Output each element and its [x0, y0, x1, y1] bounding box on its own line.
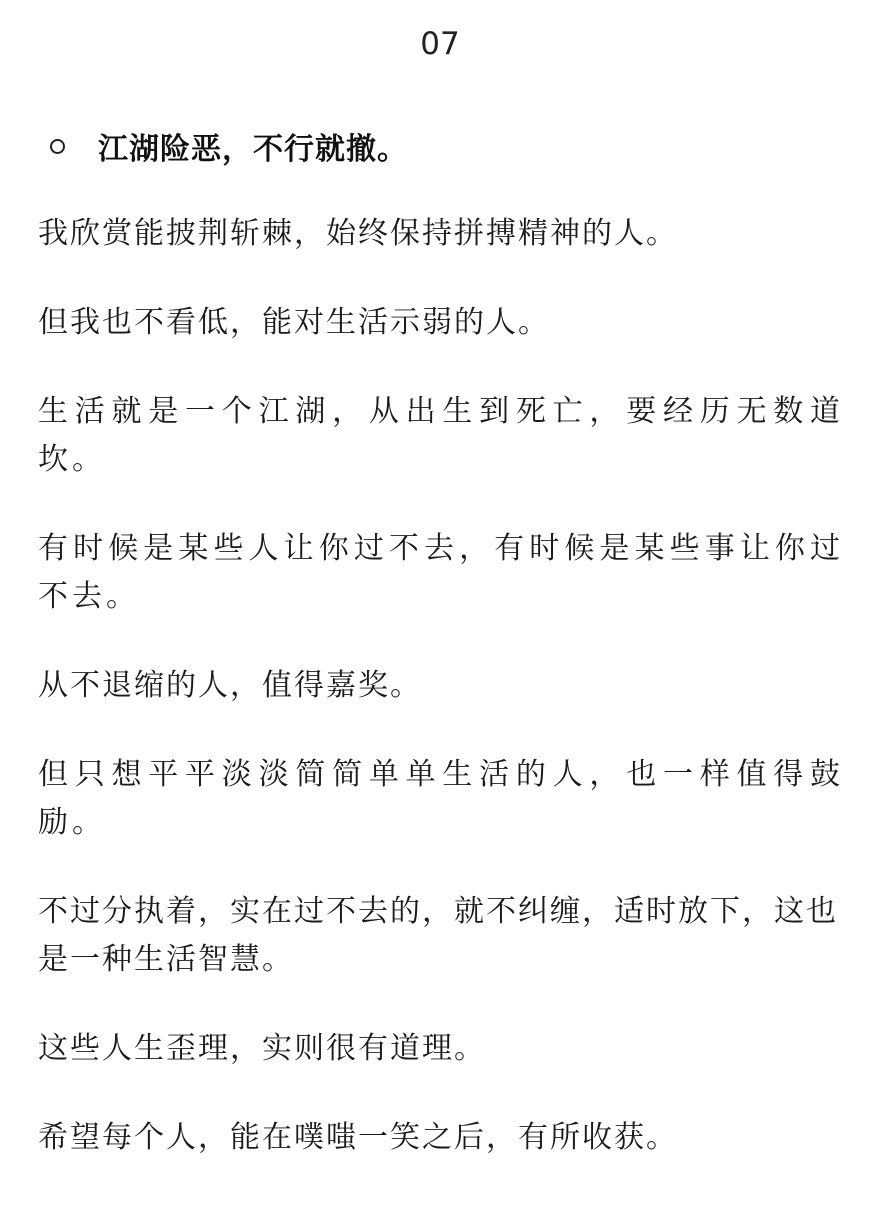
- paragraph: 希望每个人，能在噗嗤一笑之后，有所收获。: [38, 1120, 678, 1155]
- paragraph: 不过分执着，实在过不去的，就不纠缠，适时放下，这也是一种生活智慧。: [38, 894, 838, 977]
- article-body: [38, 210, 844, 1203]
- paragraph: 这些人生歪理，实则很有道理。: [38, 1031, 486, 1066]
- paragraph: 有时候是某些人让你过不去，有时候是某些事让你过不去。: [38, 531, 844, 614]
- paragraph: 生活就是一个江湖，从出生到死亡，要经历无数道坎。: [38, 394, 844, 477]
- paragraph: 我欣赏能披荆斩棘，始终保持拼搏精神的人。: [38, 216, 678, 251]
- hollow-circle-bullet-icon: [50, 139, 65, 154]
- section-number: 07: [420, 26, 460, 62]
- paragraph: 但只想平平淡淡简简单单生活的人，也一样值得鼓励。: [38, 757, 844, 840]
- paragraph: 从不退缩的人，值得嘉奖。: [38, 668, 422, 703]
- section-heading: [48, 124, 408, 168]
- heading-text: 江湖险恶，不行就撤。: [98, 132, 408, 167]
- paragraph: 但我也不看低，能对生活示弱的人。: [38, 305, 550, 340]
